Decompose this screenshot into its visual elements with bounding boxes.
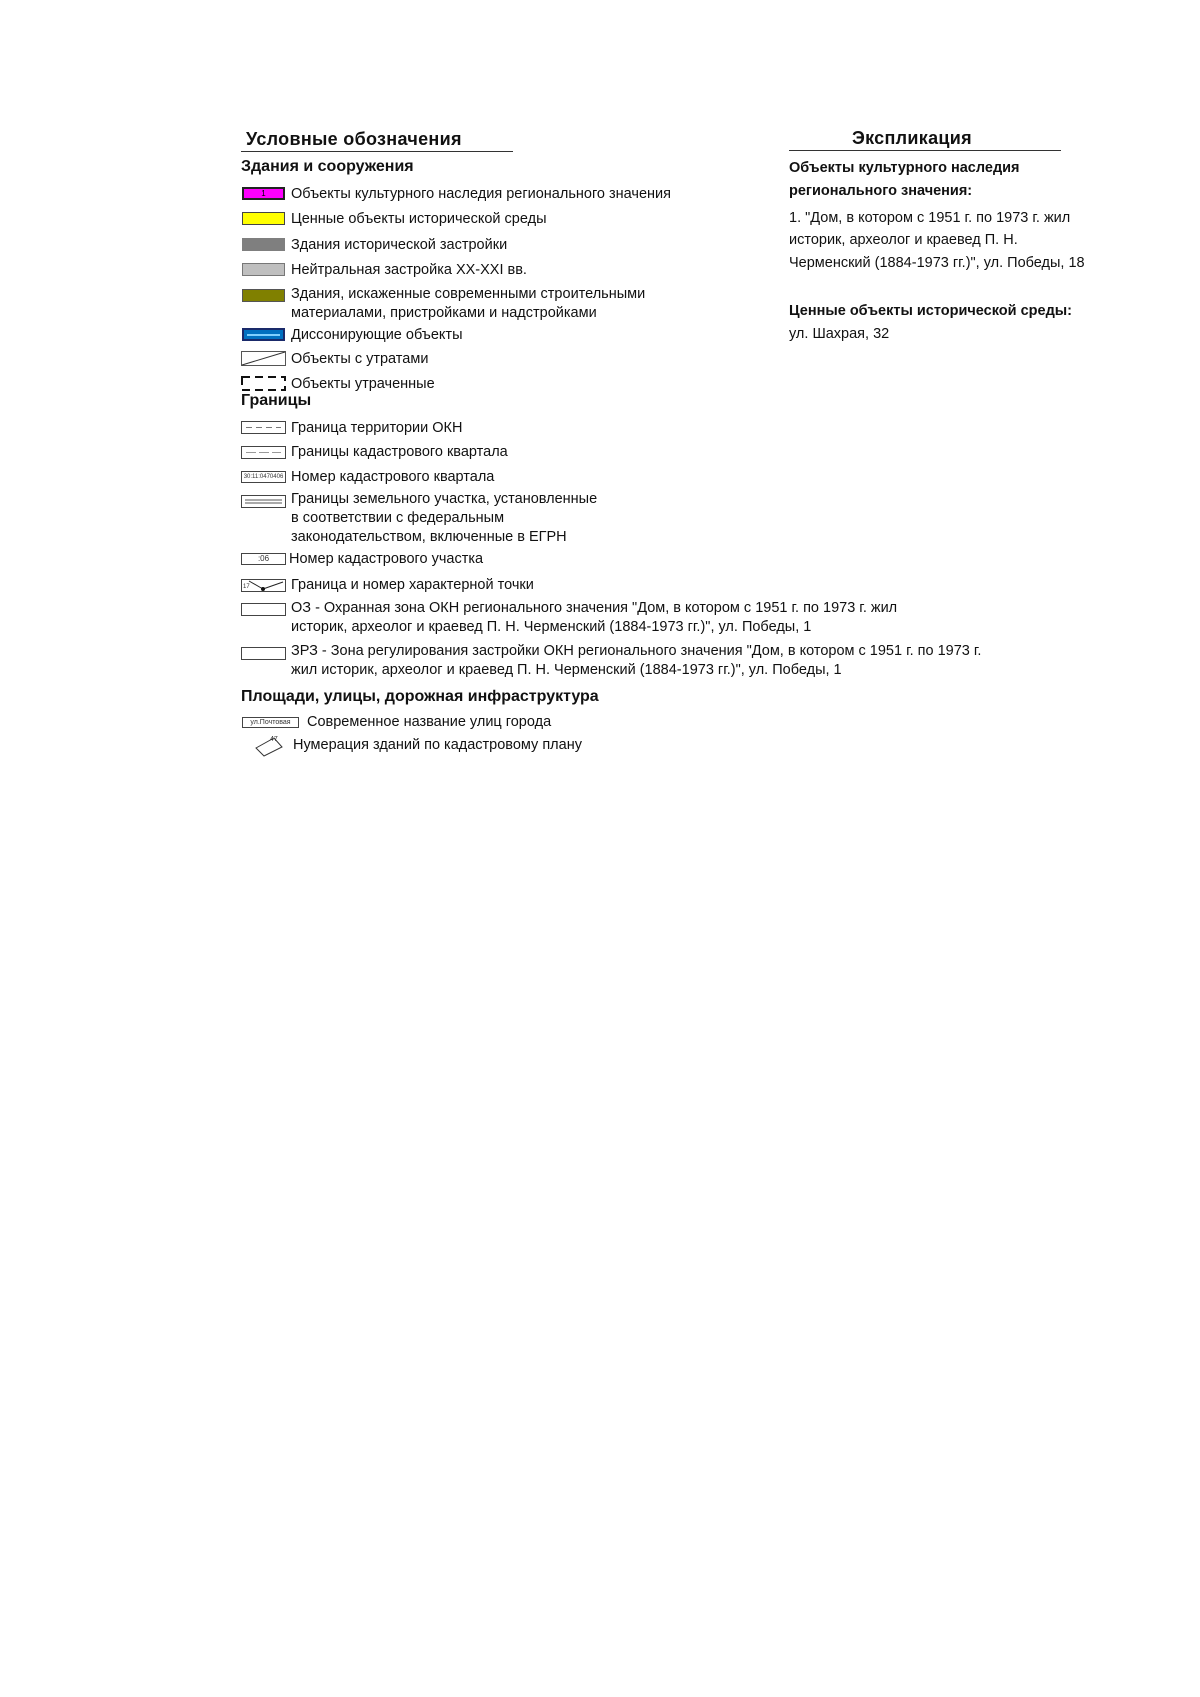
point-number-text: 17 — [243, 584, 250, 590]
explication-title-underline — [789, 150, 1061, 151]
parcel-number-icon — [241, 553, 286, 565]
dashed-box-thin-icon — [241, 446, 286, 459]
legend-label-line1: Здания, искаженные современными строительными — [291, 286, 646, 302]
empty-box-icon — [241, 603, 286, 616]
legend-label: Ценные объекты исторической среды — [291, 211, 547, 227]
legend-label-line2: историк, археолог и краевед П. Н. Черменский (1884-1973 гг.)", ул. Победы, 1 — [291, 619, 812, 635]
explication-title: Экспликация — [852, 128, 972, 148]
magenta-fill-icon — [242, 187, 285, 200]
okn-item-line1: 1. "Дом, в котором с 1951 г. по 1973 г. жил — [789, 210, 1071, 226]
yellow-fill-icon — [242, 212, 285, 225]
legend-title: Условные обозначения — [246, 129, 462, 149]
legend-label-line2: материалами, пристройками и надстройками — [291, 305, 597, 321]
legend-label-line3: законодательством, включенные в ЕГРН — [291, 529, 567, 545]
okn-heading-line2: регионального значения: — [789, 183, 973, 199]
okn-item-line3: Черменский (1884-1973 гг.)", ул. Победы, 18 — [789, 255, 1085, 271]
legend-label-line1: ЗРЗ - Зона регулирования застройки ОКН регионального значения "Дом, в котором с 1951 г. по 1973 г. — [291, 643, 982, 659]
building-number-icon — [254, 733, 284, 757]
borders-heading: Границы — [241, 392, 312, 409]
okn-item-line2: историк, археолог и краевед П. Н. — [789, 232, 1018, 248]
street-name-text: ул.Почтовая — [250, 719, 291, 726]
light-gray-fill-icon — [242, 263, 285, 276]
legend-label: Объекты культурного наследия регионального значения — [291, 186, 671, 202]
dark-gray-fill-icon — [242, 238, 285, 251]
quarter-number-icon — [241, 471, 286, 483]
parcel-number-text: :06 — [257, 554, 270, 563]
legend-label: Современное название улиц города — [307, 714, 552, 730]
dashed-bracket-icon — [241, 376, 286, 391]
legend-label-line1: ОЗ - Охранная зона ОКН регионального значения "Дом, в котором с 1951 г. по 1973 г. жил — [291, 600, 898, 616]
valuable-item: ул. Шахрая, 32 — [789, 326, 890, 342]
point-box-icon — [241, 579, 286, 592]
legend-title-underline — [241, 151, 513, 152]
legend-label: Объекты с утратами — [291, 351, 429, 367]
building-number-text: 47 — [270, 736, 278, 743]
legend-label: Граница и номер характерной точки — [291, 577, 534, 593]
streets-heading: Площади, улицы, дорожная инфраструктура — [241, 688, 599, 705]
legend-label-line1: Границы земельного участка, установленные — [291, 491, 598, 507]
legend-label: Номер кадастрового квартала — [291, 469, 495, 485]
empty-box-icon — [241, 647, 286, 660]
legend-label-line2: жил историк, археолог и краевед П. Н. Черменский (1884-1973 гг.)", ул. Победы, 1 — [291, 662, 842, 678]
quarter-number-text: 30:11:0470406 — [243, 474, 284, 480]
legend-label: Нумерация зданий по кадастровому плану — [293, 737, 582, 753]
street-name-icon — [242, 717, 299, 728]
legend-label: Нейтральная застройка XX-XXI вв. — [291, 262, 527, 278]
dashed-box-icon — [241, 421, 286, 434]
legend-label: Здания исторической застройки — [291, 237, 508, 253]
double-line-box-icon — [241, 495, 286, 508]
buildings-heading: Здания и сооружения — [241, 158, 414, 175]
legend-label: Граница территории ОКН — [291, 420, 463, 436]
legend-label: Границы кадастрового квартала — [291, 444, 508, 460]
legend-label-line2: в соответствии с федеральным — [291, 510, 505, 526]
blue-fill-icon — [242, 328, 285, 341]
okn-heading-line1: Объекты культурного наследия — [789, 160, 1020, 176]
olive-fill-icon — [242, 289, 285, 302]
diagonal-line-icon — [241, 351, 286, 366]
okn-symbol-number: 1 — [261, 189, 266, 198]
legend-label: Диссонирующие объекты — [291, 327, 463, 343]
valuable-heading: Ценные объекты исторической среды: — [789, 303, 1072, 319]
legend-label: Номер кадастрового участка — [289, 551, 484, 567]
legend-label: Объекты утраченные — [291, 376, 435, 392]
